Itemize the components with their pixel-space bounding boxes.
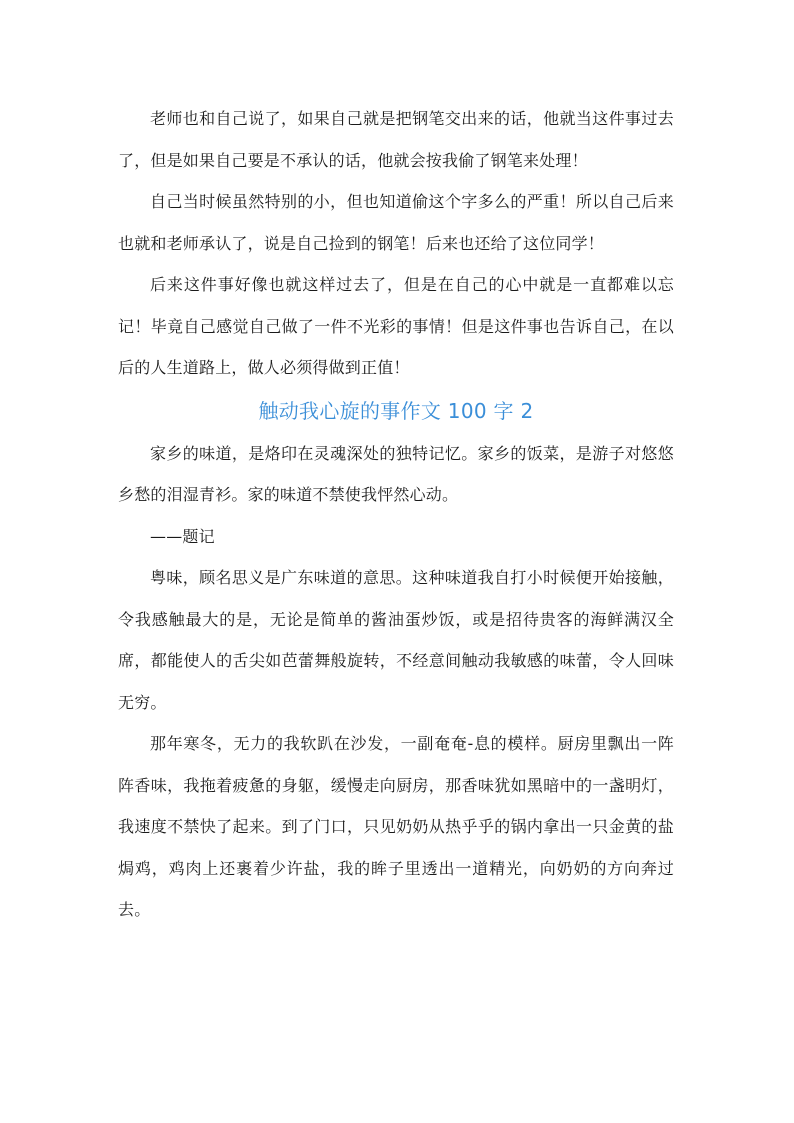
paragraph-unforgettable: 后来这件事好像也就这样过去了，但是在自己的心中就是一直都难以忘记！毕竟自己感觉自己做了一件不光彩的事情！但是这件事也告诉自己，在以后的人生道路上，做人必须得做到正值！ [118,275,674,377]
paragraph-cantonese-flavor: 粤味，顾名思义是广东味道的意思。这种味道我自打小时候便开始接触，令我感触最大的是，无论是简单的酱油蛋炒饭，或是招待贵客的海鲜满汉全席，都能使人的舌尖如芭蕾舞般旋转，不经意间触动我敏感的味蕾，令人回味无穷。 [118,568,674,712]
paragraph-admitted: 自己当时候虽然特别的小，但也知道偷这个字多么的严重！所以自己后来也就和老师承认了，说是自己捡到的钢笔！后来也还给了这位同学！ [118,192,674,253]
paragraph-epigraph: ——题记 [150,526,215,546]
paragraph-winter-memory: 那年寒冬，无力的我软趴在沙发，一副奄奄-息的模样。厨房里飘出一阵阵香味，我拖着疲惫的身躯，缓慢走向厨房，那香味犹如黑暗中的一盏明灯，我速度不禁快了起来。到了门口，只见奶奶从热乎乎的锅内拿出一只金黄的盐焗鸡，鸡肉上还裹着少许盐，我的眸子里透出一道精光，向奶奶的方向奔过去。 [118,734,674,919]
essay-heading: 触动我心旋的事作文 100 字 2 [258,398,534,423]
paragraph-teacher-said: 老师也和自己说了，如果自己就是把钢笔交出来的话，他就当这件事过去了，但是如果自己要是不承认的话，他就会按我偷了钢笔来处理！ [118,109,674,170]
paragraph-hometown-taste: 家乡的味道，是烙印在灵魂深处的独特记忆。家乡的饭菜，是游子对悠悠乡愁的泪湿青衫。家的味道不禁使我怦然心动。 [118,443,674,504]
document-body [118,98,674,931]
